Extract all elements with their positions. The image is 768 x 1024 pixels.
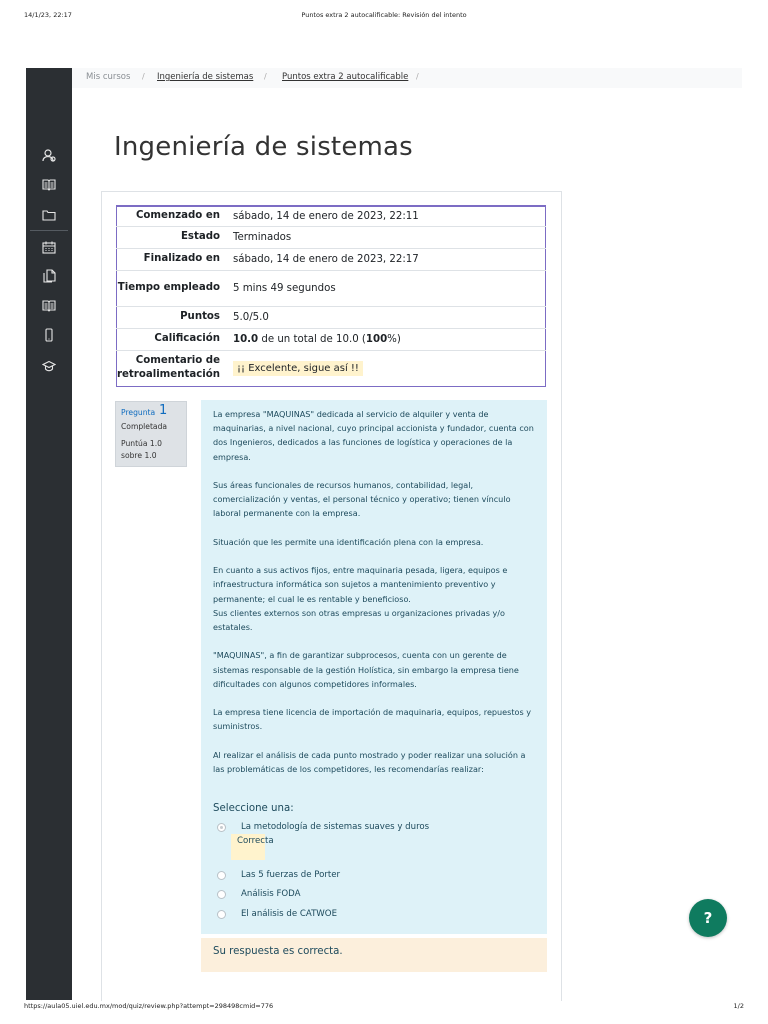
summary-value: 5.0/5.0 — [227, 306, 546, 328]
grade-total: de un total de 10.0 ( — [258, 333, 366, 345]
page-title: Ingeniería de sistemas — [114, 132, 413, 162]
folder-icon[interactable] — [40, 206, 58, 224]
book-icon[interactable] — [40, 176, 58, 194]
files-icon[interactable] — [40, 267, 58, 285]
print-page-number: 1/2 — [733, 1002, 744, 1010]
summary-row — [117, 226, 546, 248]
question-paragraph: En cuanto a sus activos fijos, entre maquinaria pesada, ligera, equipos e infraestructura informática son sujetos a mantenimiento preventivo y permanente; el cual le es rentable y beneficioso. Sus clientes externos son otras empresas u organizaciones privadas y/o estatales. — [213, 565, 508, 632]
summary-label: Comentario de retroalimentación — [117, 350, 228, 386]
question-number: 1 — [159, 403, 168, 418]
summary-row — [117, 306, 546, 328]
feedback-text: ¡¡ Excelente, sigue así !! — [233, 361, 363, 376]
answer-option-label[interactable]: El análisis de CATWOE — [241, 909, 338, 919]
summary-label: Tiempo empleado — [117, 270, 228, 306]
calendar-icon[interactable] — [40, 238, 58, 256]
mobile-icon[interactable] — [40, 326, 58, 344]
question-paragraph: "MAQUINAS", a fin de garantizar subprocesos, cuenta con un gerente de sistemas responsable de la gestión Holística, sin embargo la empresa tiene dificultades con algunos competidores informales. — [213, 650, 519, 689]
radio-button[interactable] — [217, 871, 226, 880]
summary-row — [117, 206, 546, 226]
book-icon[interactable] — [40, 297, 58, 315]
breadcrumb-item-course[interactable]: Ingeniería de sistemas — [157, 72, 254, 82]
grade-percent-suffix: %) — [387, 333, 401, 345]
breadcrumb-separator: / — [264, 72, 267, 81]
summary-value: Terminados — [227, 226, 546, 248]
answer-option-label[interactable]: Análisis FODA — [241, 889, 301, 899]
radio-button-selected[interactable] — [217, 823, 226, 832]
breadcrumb-separator: / — [142, 72, 145, 81]
question-paragraph: Situación que les permite una identificación plena con la empresa. — [213, 536, 484, 547]
radio-button[interactable] — [217, 910, 226, 919]
question-paragraph: La empresa "MAQUINAS" dedicada al servicio de alquiler y venta de maquinarias, a nivel nacional, cuyo principal accionista y fundador, cuenta con dos Ingenieros, dedicados a las funciones de logística y operaciones de la empresa. — [213, 409, 534, 462]
summary-label: Calificación — [117, 328, 228, 350]
graduation-cap-icon[interactable] — [40, 357, 58, 375]
print-footer — [0, 1002, 768, 1014]
breadcrumb — [72, 68, 742, 88]
attempt-summary-table — [116, 205, 546, 387]
print-doc-title: Puntos extra 2 autocalificable: Revisión del intento — [301, 11, 467, 19]
question-state: Completada — [121, 422, 168, 431]
print-header — [0, 11, 768, 23]
summary-value: sábado, 14 de enero de 2023, 22:17 — [227, 248, 546, 270]
summary-label: Puntos — [117, 306, 228, 328]
answer-option-label[interactable]: La metodología de sistemas suaves y duros — [241, 822, 430, 832]
question-paragraph: La empresa tiene licencia de importación de maquinaria, equipos, repuestos y suministros. — [213, 707, 532, 732]
question-label: Pregunta — [121, 408, 156, 417]
print-url: https://aula05.uiel.edu.mx/mod/quiz/review.php?attempt=298498cmid=776 — [24, 1002, 274, 1010]
grade-percent: 100 — [365, 333, 388, 345]
summary-label: Estado — [117, 226, 228, 248]
answer-prompt: Seleccione una: — [213, 803, 294, 814]
answer-outcome — [201, 938, 547, 972]
summary-value: sábado, 14 de enero de 2023, 22:11 — [233, 210, 419, 222]
answer-option-label[interactable]: Las 5 fuerzas de Porter — [241, 870, 341, 880]
summary-row — [117, 350, 546, 386]
breadcrumb-item-mis-cursos[interactable]: Mis cursos — [86, 72, 131, 82]
summary-row — [117, 328, 546, 350]
correct-label: Correcta — [237, 836, 274, 846]
summary-value: 5 mins 49 segundos — [227, 270, 546, 306]
summary-label: Comenzado en — [135, 210, 220, 222]
question-paragraph: Sus áreas funcionales de recursos humanos, contabilidad, legal, comercialización y ventas, el personal técnico y operativo; tienen vínculo laboral permanente con la empresa. — [213, 480, 511, 519]
grade-score: 10.0 — [233, 333, 259, 345]
correct-feedback-badge — [231, 834, 274, 860]
help-button[interactable]: ? — [689, 899, 727, 937]
user-icon[interactable] — [40, 146, 58, 164]
print-datetime: 14/1/23, 22:17 — [24, 11, 72, 19]
summary-label: Finalizado en — [117, 248, 228, 270]
summary-row — [117, 270, 546, 306]
summary-row — [117, 248, 546, 270]
question-grade-max: sobre 1.0 — [121, 451, 157, 460]
breadcrumb-separator: / — [416, 72, 419, 81]
feedback-value — [227, 350, 546, 386]
question-info — [115, 401, 187, 467]
question-text — [213, 407, 537, 790]
breadcrumb-item-quiz[interactable]: Puntos extra 2 autocalificable — [282, 72, 409, 82]
outcome-text: Su respuesta es correcta. — [213, 946, 343, 957]
sidebar-divider — [30, 230, 68, 231]
nav-sidebar — [26, 68, 72, 1000]
question-paragraph: Al realizar el análisis de cada punto mostrado y poder realizar una solución a las problemáticas de los competidores, les recomendarías realizar: — [213, 749, 526, 774]
radio-button[interactable] — [217, 890, 226, 899]
question-grade: Puntúa 1.0 — [121, 439, 163, 448]
grade-value — [227, 328, 546, 350]
